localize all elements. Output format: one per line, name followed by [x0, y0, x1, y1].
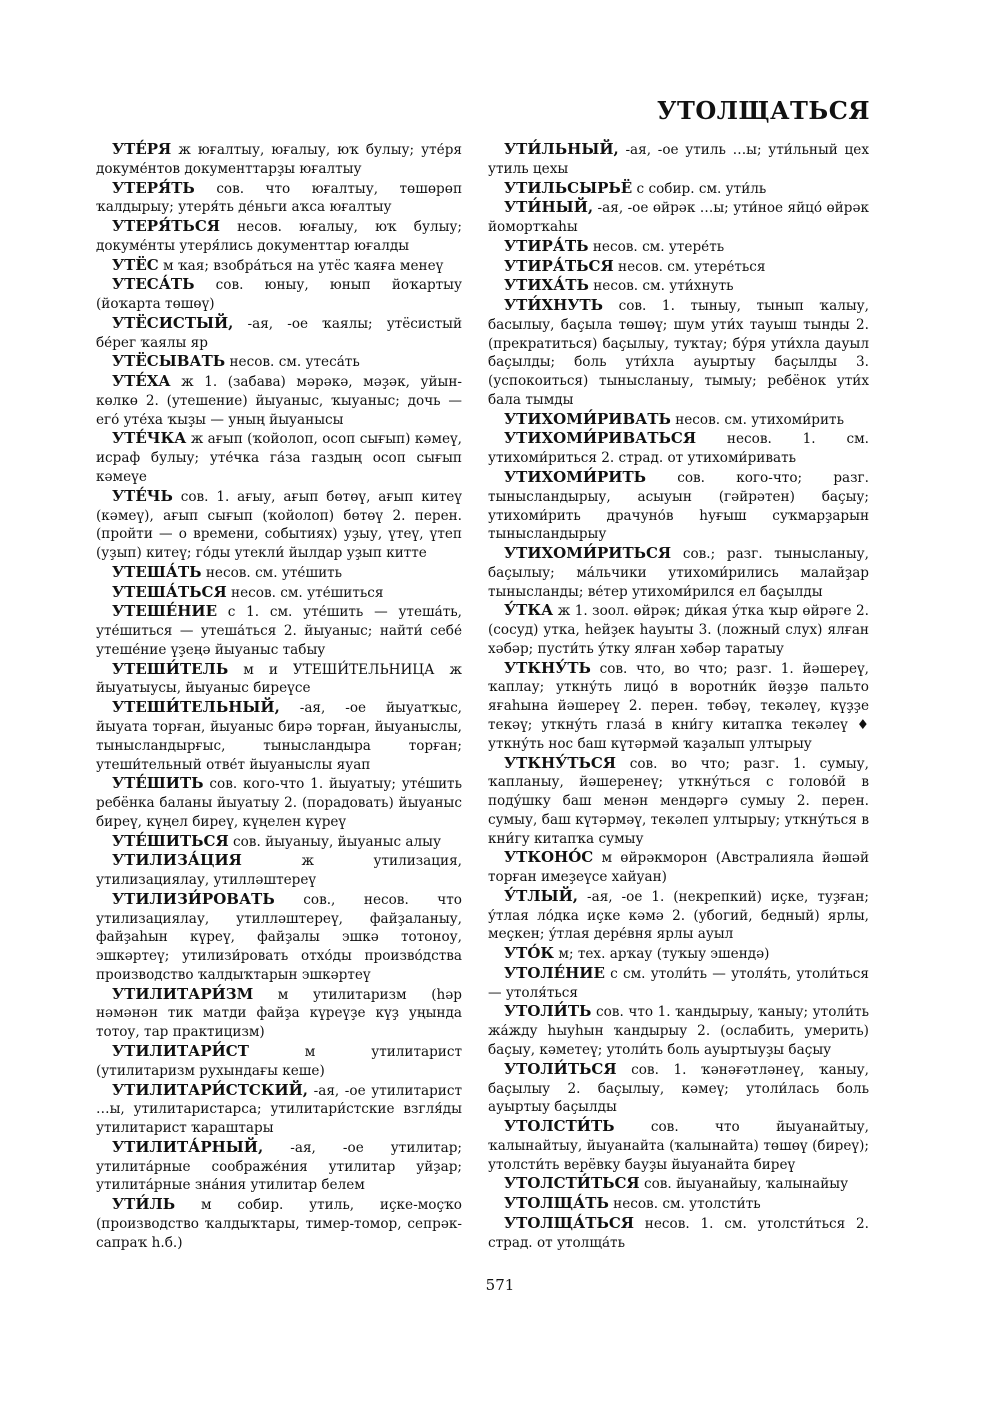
dictionary-entry — [488, 848, 869, 887]
entry-body: несов. см. уте́шить — [205, 564, 343, 581]
dictionary-entry — [488, 1214, 869, 1253]
dictionary-entry — [96, 352, 462, 372]
entry-body: сов. что 1. ҡандырыу, ҡаныу; утоли́ть жа́жду һыуһын ҡандырыу 2. (ослабить, умерить) баҫыу, кәметеү; утоли́ть боль ауыртыуҙы баҫыу — [488, 1004, 869, 1058]
headword: УТИХОМИ́РИТЬ — [504, 468, 646, 487]
dictionary-entry — [96, 563, 462, 583]
entry-body: сов. что йыуанайтыу, ҡалынайтыу, йыуанайта (ҡалынайта) төшөү (биреү); утолсти́ть верёвку бауҙы йыуанайта биреү — [488, 1119, 869, 1173]
entry-body: ж ағып (ҡойолоп, осоп сығып) кәмеү, исраф булыу; уте́чка га́за газдың осоп сығып кәмеүе — [96, 431, 462, 486]
dictionary-entry — [96, 140, 462, 179]
dictionary-entry — [96, 1081, 462, 1138]
entry-body: сов.; разг. тынысланыу, баҫылыу; ма́льчики утихоми́рились малайҙар тынысланды; ве́тер утихоми́рился ел баҫылды — [488, 546, 869, 600]
dictionary-entry — [488, 944, 869, 964]
dictionary-entry — [96, 217, 462, 256]
headword: УТИРА́ТЬ — [504, 236, 589, 255]
headword: УТЕ́ХА — [112, 372, 171, 391]
headword: УТЕ́ШИТЬСЯ — [112, 831, 229, 850]
headword: УТОЛИ́ТЬ — [504, 1002, 592, 1021]
entry-body: с см. утоли́ть — утоля́ть, утоли́ться — утоля́ться — [488, 965, 869, 1001]
entry-body: сов. йыуанайыу, ҡалынайыу — [643, 1176, 849, 1193]
headword: УТЕ́РЯ — [112, 140, 172, 158]
right-column — [488, 140, 869, 1252]
dictionary-entry — [488, 1174, 869, 1194]
entry-body: несов. см. утере́ться — [618, 258, 766, 275]
entry-body: сов., несов. что утилизациялау, утилләштереү, файҙаланыу, файҙаһын күреү, файҙалы эшкә тотоноу, эшкәртеү; утилизи́ровать отхо́ды произво́дства производство ҡалдыҡтарын эшкәртеү — [96, 891, 462, 983]
dictionary-entry — [488, 179, 869, 199]
entry-body: сов. 1. тыныу, тынып ҡалыу, басылыу, баҫыла төшөү; шум ути́х тауыш тынды 2. (прекратиться) баҫылыу, туҡтау; бу́ря ути́хла дауыл баҫылды; боль ути́хла ауыртыу баҫылды 3. (успокоиться) тынысланыу, тымыу; ребёнок ути́х бала тымды — [488, 298, 869, 408]
entry-body: несов. см. утеса́ть — [229, 354, 360, 371]
entry-body: сов. кого-что 1. йыуатыу; уте́шить ребёнка баланы йыуатыу 2. (порадовать) йыуаныс биреү, күңел биреү, күңелен күреү — [96, 776, 462, 830]
entry-body: -ая, -ое йыуатҡыс, йыуата торған, йыуаныс бирә торған, йыуаныслы, тынысландырғыс, тынысландыра торған; утеши́тельный отве́т йыуаныслы яуап — [96, 700, 463, 773]
entry-body: -ая, -ое 1. (некрепкий) иҫке, туҙған; у́тлая ло́дка иҫке кәмә 2. (убогий, бедный) ярлы, меҫкен; у́тлая дере́вня ярлы ауыл — [488, 888, 869, 943]
entry-body: сов. юныу, юнып йоҡартыу (йоҡарта төшөү) — [96, 277, 462, 313]
headword: УТОЛСТИ́ТЬСЯ — [504, 1174, 640, 1193]
headword: УТКНУ́ТЬСЯ — [504, 753, 617, 772]
dictionary-entry — [96, 583, 462, 603]
dictionary-entry — [488, 198, 869, 237]
dictionary-entry — [488, 237, 869, 257]
entry-body: ж утилизация, утилизациялау, утилләштереү — [96, 853, 462, 889]
dictionary-entry — [488, 544, 869, 601]
entry-body: сов. что, во что; разг. 1. йәшереү, ҡаплау; уткну́ть лицо́ в воротни́к йөҙҙө пальто яғаһына йәшереү 2. перен. төбәү, текәлеү, күҙҙе текәү; уткну́ть глаза́ в кни́гу китапҡа текәлеү ♦ уткну́ть нос баш күтәрмәй ҡаҙалып ултырыу — [488, 660, 869, 752]
dictionary-entry — [488, 601, 869, 658]
entry-body: несов. см. утихоми́рить — [675, 411, 844, 428]
dictionary-entry — [488, 468, 869, 544]
dictionary-entry — [96, 851, 462, 890]
headword: УТЕ́ШИТЬ — [112, 774, 204, 793]
headword: УТЕРЯ́ТЬ — [112, 178, 195, 197]
dictionary-entry — [96, 256, 462, 276]
headword: УТИХОМИ́РИВАТЬ — [504, 409, 671, 428]
headword: УТИЛИТА́РНЫЙ, — [112, 1137, 264, 1156]
dictionary-entry — [96, 985, 462, 1042]
dictionary-entry — [488, 429, 869, 468]
entry-body: сов. йыуаныу, йыуаныс алыу — [233, 833, 441, 850]
headword: УТОЛЕ́НИЕ — [504, 963, 605, 982]
dictionary-entry — [96, 314, 462, 353]
entry-body: ж 1. зоол. өйрәк; ди́кая у́тка ҡыр өйрәге 2. (сосуд) утка, һейҙек һауыты 3. (ложный слух) ялған хәбәр; пусти́ть у́тку ялған хәбәр таратыу — [488, 603, 870, 657]
dictionary-entry — [488, 754, 869, 849]
dictionary-entry — [96, 275, 462, 314]
dictionary-entry — [488, 1194, 869, 1214]
entry-body: -ая, -ое утилитар; утилита́рные соображе́ния утилитар уйҙар; утилита́рные зна́ния утилитар белем — [96, 1139, 462, 1194]
headword: УТЕША́ТЬСЯ — [112, 582, 227, 601]
headword: УТО́К — [504, 944, 555, 963]
entry-body: сов. 1. ағыу, ағып бөтөү, ағып китеү (кәмеү), ағып сығып (ҡойолоп) бөтөү 2. перен. (пройти — о времени, событиях) уҙыу, үтеү, үтеп (уҙып) китеү; го́ды утекли́ йылдар уҙып китте — [96, 488, 462, 562]
headword: УТИХОМИ́РИВАТЬСЯ — [504, 429, 697, 448]
entry-body: несов. см. утолсти́ть — [613, 1196, 761, 1213]
running-head: УТОЛЩАТЬСЯ — [657, 96, 870, 125]
dictionary-entry — [96, 1195, 462, 1252]
dictionary-entry — [96, 429, 462, 486]
page-number: 571 — [485, 1276, 515, 1294]
headword: УТИЛИТАРИ́СТСКИЙ, — [112, 1080, 309, 1099]
entry-body: несов. 1. см. утихоми́риться 2. страд. от утихоми́ривать — [488, 431, 870, 467]
entry-body: -ая, -ое утилитарист …ы, утилитаристарса; утилитари́стские взгля́ды утилитарист ҡараштары — [96, 1082, 462, 1137]
dictionary-entry — [96, 179, 462, 218]
entry-body: -ая, -ое утиль …ы; ути́льный цех утиль цехы — [488, 142, 869, 177]
headword: УТЕШИ́ТЕЛЬ — [112, 659, 229, 678]
entry-body: несов. 1. см. утолсти́ться 2. страд. от утолща́ть — [488, 1215, 869, 1251]
headword: УТИЛИТАРИ́СТ — [112, 1041, 249, 1060]
dictionary-entry — [488, 964, 869, 1003]
entry-body: м собир. утиль, иҫке-моҫҡо (производство ҡалдыҡтары, тимер-томор, сепрәк-сапраҡ һ.б.) — [96, 1197, 462, 1251]
dictionary-entry — [96, 832, 462, 852]
headword: УТИХОМИ́РИТЬСЯ — [504, 544, 672, 563]
entry-body: м өйрәкморон (Австралияла йәшәй торған имеҙеүсе хайуан) — [488, 850, 870, 886]
headword: УТЁСЫВАТЬ — [112, 352, 226, 371]
headword: УТОЛСТИ́ТЬ — [504, 1117, 615, 1136]
dictionary-entry — [488, 257, 869, 277]
dictionary-entry — [96, 1042, 462, 1081]
headword: УТКОНО́С — [504, 848, 594, 867]
entry-body: с собир. см. ути́ль — [636, 180, 767, 197]
dictionary-entry — [488, 276, 869, 296]
headword: УТИ́ЛЬ — [112, 1195, 176, 1214]
headword: УТОЛИ́ТЬСЯ — [504, 1059, 617, 1078]
dictionary-entry — [488, 410, 869, 430]
headword: УТИЛИЗИ́РОВАТЬ — [112, 889, 275, 908]
headword: УТИ́ХНУТЬ — [504, 296, 604, 315]
headword: УТИХА́ТЬ — [504, 276, 589, 295]
headword: УТЁС — [112, 255, 159, 274]
left-column — [96, 140, 462, 1252]
headword: У́ТКА — [504, 601, 554, 620]
headword: УТЕША́ТЬ — [112, 562, 202, 581]
headword: УТОЛЩА́ТЬСЯ — [504, 1213, 634, 1232]
headword: УТЕРЯ́ТЬСЯ — [112, 217, 220, 236]
dictionary-entry — [96, 1138, 462, 1195]
headword: УТЕШЕ́НИЕ — [112, 602, 217, 621]
entry-body: несов. см. утере́ть — [592, 238, 725, 255]
headword: УТЕШИ́ТЕЛЬНЫЙ, — [112, 698, 280, 717]
dictionary-entry — [488, 296, 869, 410]
dictionary-entry — [488, 1060, 869, 1117]
entry-body: ж юғалтыу, юғалыу, юҡ булыу; уте́ря докуме́нтов документтарҙы юғалтыу — [96, 142, 462, 177]
dictionary-entry — [488, 1002, 869, 1059]
dictionary-entry — [488, 1117, 869, 1174]
dictionary-entry — [96, 487, 462, 563]
entry-body: м ҡая; взобра́ться на утёс ҡаяға менеү — [163, 257, 444, 274]
headword: УТЁСИСТЫЙ, — [112, 313, 234, 332]
headword: УТЕ́ЧКА — [112, 429, 187, 448]
headword: УТИРА́ТЬСЯ — [504, 256, 614, 275]
entry-body: несов. см. уте́шиться — [231, 584, 384, 601]
dictionary-entry — [96, 660, 462, 699]
entry-body: с 1. см. уте́шить — утеша́ть, уте́шиться — утеша́ться 2. йыуаныс; найти́ себе́ утеше́ние үҙеңә йыуаныс табыу — [96, 604, 462, 658]
dictionary-entry — [488, 887, 869, 944]
entry-body: м утилитарист (утилитаризм рухындағы кеше) — [96, 1043, 462, 1079]
headword: УТИ́ЛЬНЫЙ, — [504, 140, 619, 158]
entry-body: м утилитаризм (һәр нәмәнән тик матди файҙа күреүҙе күҙ уңында тотоу, тар практицизм) — [96, 986, 462, 1041]
entry-body: несов. см. ути́хнуть — [593, 278, 734, 295]
entry-body: несов. юғалыу, юҡ булыу; докуме́нты утеря́лись документтар юғалды — [96, 219, 463, 254]
headword: УТЕСА́ТЬ — [112, 275, 195, 294]
headword: УТЕ́ЧЬ — [112, 486, 173, 505]
entry-body: сов. что юғалтыу, төшөрөп ҡалдырыу; утеря́ть де́ньги аҡса юғалтыу — [96, 180, 463, 216]
dictionary-entry — [96, 774, 462, 831]
headword: УТИЛЬСЫРЬЁ — [504, 178, 633, 197]
dictionary-entry — [488, 659, 869, 754]
headword: УТКНУ́ТЬ — [504, 658, 591, 677]
entry-body: -ая, -ое өйрәк …ы; ути́ное яйцо́ өйрәк йомортҡаһы — [488, 200, 869, 236]
entry-body: -ая, -ое ҡаялы; утёсистый бе́рег ҡаялы яр — [96, 315, 462, 351]
headword: УТОЛЩА́ТЬ — [504, 1194, 609, 1213]
entry-body: сов. 1. ҡәнәғәтләнеү, ҡаныу, баҫылыу 2. баҫылыу, кәмеү; утоли́лась боль ауыртыу баҫылды — [488, 1061, 869, 1116]
dictionary-entry — [96, 698, 462, 774]
entry-body: сов. во что; разг. 1. сумыу, ҡапланыу, йәшеренеү; уткну́ться с голово́й в поду́шку баш менән мендәргә сумыу 2. перен. сумыу, баш күтәрмәү, текәлеп ултырыу; уткну́ться в кни́гу китапҡа сумыу — [488, 755, 869, 847]
dictionary-entry — [488, 140, 869, 179]
headword: У́ТЛЫЙ, — [504, 886, 579, 905]
entry-body: ж 1. (забава) мәрәкә, мәҙәк, уйын-көлкө 2. (утешение) йыуаныс, ҡыуаныс; дочь — его́ уте́ха ҡыҙы — уның йыуанысы — [96, 374, 462, 428]
dictionary-entry — [96, 602, 462, 659]
entry-body: м; тех. арҡау (туҡыу эшендә) — [558, 946, 770, 963]
entry-body: сов. кого-что; разг. тынысландырыу, асыуын (гәйрәтен) баҫыу; утихоми́рить драчуно́в һуғыш суҡмарҙарын тынысландырыу — [488, 470, 869, 543]
dictionary-entry — [96, 890, 462, 985]
headword: УТИЛИЗА́ЦИЯ — [112, 851, 242, 870]
dictionary-entry — [96, 372, 462, 429]
headword: УТИ́НЫЙ, — [504, 198, 594, 217]
entry-body: м и УТЕШИ́ТЕЛЬНИЦА ж йыуатыусы, йыуаныс биреүсе — [96, 661, 462, 697]
headword: УТИЛИТАРИ́ЗМ — [112, 984, 254, 1003]
